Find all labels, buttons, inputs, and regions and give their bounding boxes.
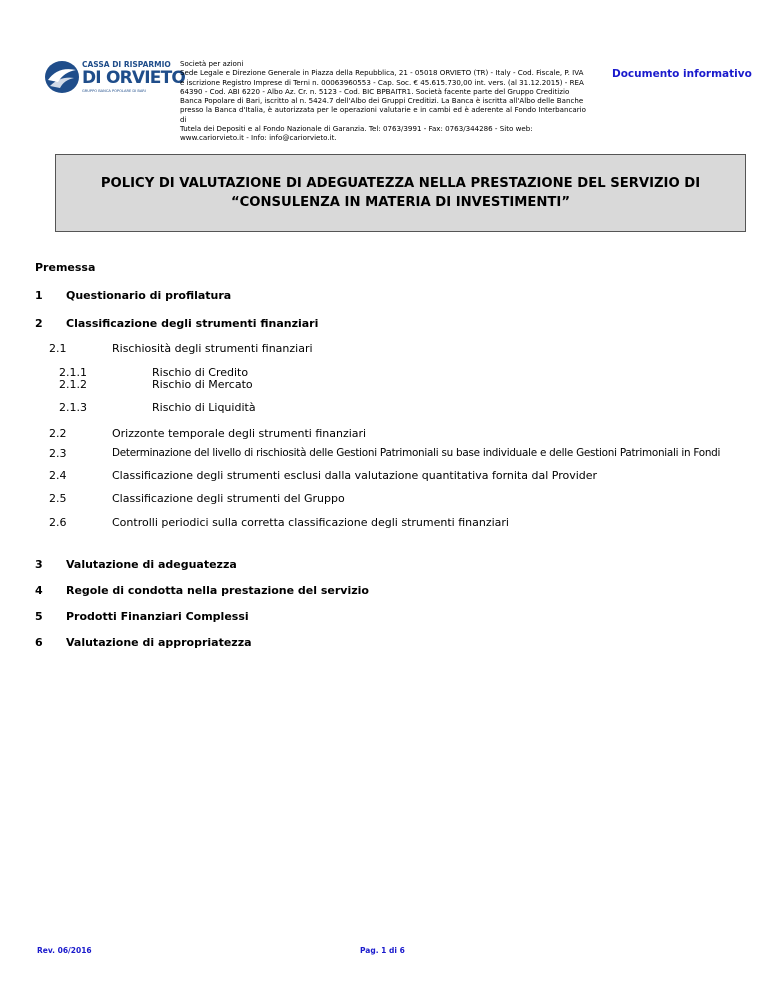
company-line: Sede Legale e Direzione Generale in Piazza della Repubblica, 21 - 05018 ORVIETO (TR) - Italy - Cod. Fiscale, P. IVA bbox=[180, 68, 584, 78]
toc-item-2-1-1: Rischio di Credito bbox=[152, 366, 249, 379]
toc-num: 1 bbox=[35, 289, 43, 302]
revision-label: Rev. 06/2016 bbox=[37, 946, 92, 955]
toc-num: 6 bbox=[35, 636, 43, 649]
toc-num: 2.1 bbox=[49, 342, 67, 355]
toc-item-2-4: Classificazione degli strumenti esclusi dalla valutazione quantitativa fornita dal Provider bbox=[112, 469, 598, 482]
title-box bbox=[55, 154, 746, 232]
toc-item-2-1-2: Rischio di Mercato bbox=[152, 378, 253, 391]
company-info bbox=[180, 59, 586, 143]
title-line: POLICY DI VALUTAZIONE DI ADEGUATEZZA NELLA PRESTAZIONE DEL SERVIZIO DI bbox=[100, 176, 701, 191]
logo-text-top: CASSA DI RISPARMIO bbox=[82, 60, 171, 69]
document-title bbox=[101, 174, 700, 212]
toc-num: 2.1.3 bbox=[59, 401, 87, 414]
company-line: Società per azioni bbox=[180, 59, 244, 68]
toc-num: 2.3 bbox=[49, 447, 67, 460]
toc-item-2: Classificazione degli strumenti finanziari bbox=[66, 317, 319, 330]
toc-item-2-2: Orizzonte temporale degli strumenti finanziari bbox=[112, 427, 367, 440]
toc-num: 2.6 bbox=[49, 516, 67, 529]
toc-item-2-5: Classificazione degli strumenti del Gruppo bbox=[112, 492, 345, 505]
logo-text-group: GRUPPO BANCA POPOLARE DI BARI bbox=[82, 89, 146, 93]
toc-num: 2.4 bbox=[49, 469, 67, 482]
toc-item-1: Questionario di profilatura bbox=[66, 289, 232, 302]
toc-item-2-1: Rischiosità degli strumenti finanziari bbox=[112, 342, 313, 355]
toc-num: 5 bbox=[35, 610, 43, 623]
toc-num: 4 bbox=[35, 584, 43, 597]
page-number: Pag. 1 di 6 bbox=[360, 946, 405, 955]
toc-item-2-6: Controlli periodici sulla corretta classificazione degli strumenti finanziari bbox=[112, 516, 509, 529]
toc-num: 3 bbox=[35, 558, 43, 571]
toc-item-2-1-3: Rischio di Liquidità bbox=[152, 401, 256, 414]
toc-num: 2.1.1 bbox=[59, 366, 87, 379]
logo-text-main: DI ORVIETO bbox=[82, 68, 186, 88]
toc-item-2-3: Determinazione del livello di rischiosità delle Gestioni Patrimoniali su base individuale e delle Gestioni Patrimoniali in Fondi bbox=[112, 447, 721, 459]
toc-num: 2.2 bbox=[49, 427, 67, 440]
company-line: Tutela dei Depositi e al Fondo Nazionale di Garanzia. Tel: 0763/3991 - Fax: 0763/344286 - Sito web: bbox=[180, 124, 533, 134]
toc-premessa: Premessa bbox=[35, 261, 96, 274]
toc-item-6: Valutazione di appropriatezza bbox=[66, 636, 252, 649]
company-line: e iscrizione Registro Imprese di Terni n. 00063960553 - Cap. Soc. € 45.615.730,00 int. vers. (al 31.12.2015) - REA bbox=[180, 77, 584, 87]
company-line: 64390 - Cod. ABI 6220 - Albo Az. Cr. n. 5123 - Cod. BIC BPBAITR1. Società facente parte del Gruppo Creditizio bbox=[180, 86, 570, 96]
toc-item-5: Prodotti Finanziari Complessi bbox=[66, 610, 249, 623]
toc-num: 2 bbox=[35, 317, 43, 330]
company-line: www.cariorvieto.it - Info: info@cariorvieto.it. bbox=[180, 133, 337, 143]
toc-num: 2.1.2 bbox=[59, 378, 87, 391]
document-type-label: Documento informativo bbox=[612, 68, 752, 80]
toc-num: 2.5 bbox=[49, 492, 67, 505]
title-line: “CONSULENZA IN MATERIA DI INVESTIMENTI” bbox=[230, 195, 571, 210]
toc-item-3: Valutazione di adeguatezza bbox=[66, 558, 237, 571]
logo-emblem-icon bbox=[44, 60, 80, 94]
company-line: presso la Banca d'Italia, è autorizzata per le operazioni valutarie e in cambi ed è aderente al Fondo Interbancario di bbox=[180, 105, 586, 124]
toc-item-4: Regole di condotta nella prestazione del servizio bbox=[66, 584, 369, 597]
bank-logo bbox=[44, 58, 186, 98]
company-line: Banca Popolare di Bari, iscritto al n. 5424.7 dell'Albo dei Gruppi Creditizi. La Banca è iscritta all'Albo delle Banche bbox=[180, 96, 584, 106]
